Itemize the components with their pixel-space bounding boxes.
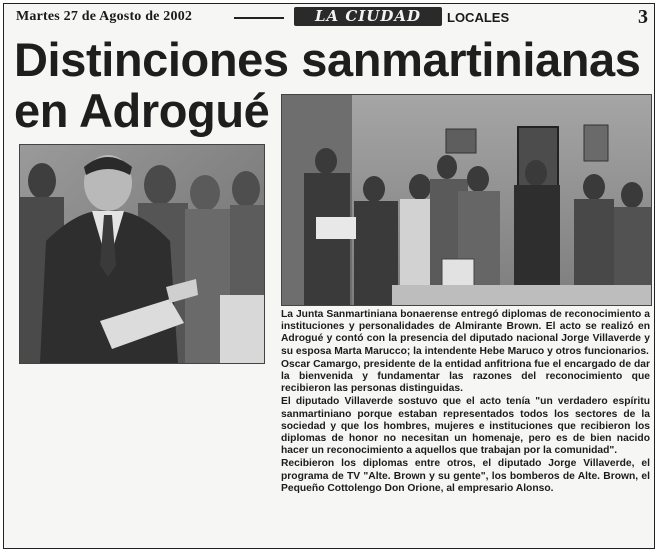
headline-line-2: en Adrogué	[14, 84, 270, 137]
page-number: 3	[638, 6, 648, 28]
article-paragraph: Oscar Camargo, presidente de la entidad anfitriona fue el encargado de dar la bienvenida y fundamentar las razones del reconocimiento que recibieron las personas distinguidas.	[281, 358, 650, 395]
newspaper-logo: LA CIUDAD	[294, 7, 442, 26]
article-paragraph: El diputado Villaverde sostuvo que el acto tenía "un verdadero espíritu sanmartiniano porque estaban representados todos los sectores de la sociedad y que los hombres, mujeres e instituciones que recibieron los diplomas de honor no necesitan un homenaje, pero es de bien nacido hacer un reconocimiento a aquellos que trabajan por la comunidad".	[281, 396, 650, 457]
section-name: LOCALES	[447, 10, 510, 25]
newspaper-page	[3, 3, 655, 549]
article-paragraph: La Junta Sanmartiniana bonaerense entregó diplomas de reconocimiento a instituciones y personalidades de Almirante Brown. El acto se realizó en Adrogué y contó con la presencia del diputado nacional Jorge Villaverde y su esposa Marta Marucco; la intendente Hebe Maruco y otros funcionarios.	[281, 309, 650, 357]
page-header	[4, 4, 654, 28]
photo-group-ceremony	[281, 94, 652, 306]
article-paragraph: Recibieron los diplomas entre otros, el diputado Jorge Villaverde, el programa de TV "Alte. Brown y su gente", los bomberos de Alte. Brown, el Pequeño Cottolengo Don Orione, al empresario Alonso.	[281, 458, 650, 494]
headline-line-1: Distinciones sanmartinianas	[14, 33, 641, 86]
photo-diploma-presentation	[19, 144, 265, 364]
issue-date: Martes 27 de Agosto de 2002	[16, 9, 193, 24]
article-body	[281, 309, 650, 496]
header-rule	[234, 17, 284, 19]
